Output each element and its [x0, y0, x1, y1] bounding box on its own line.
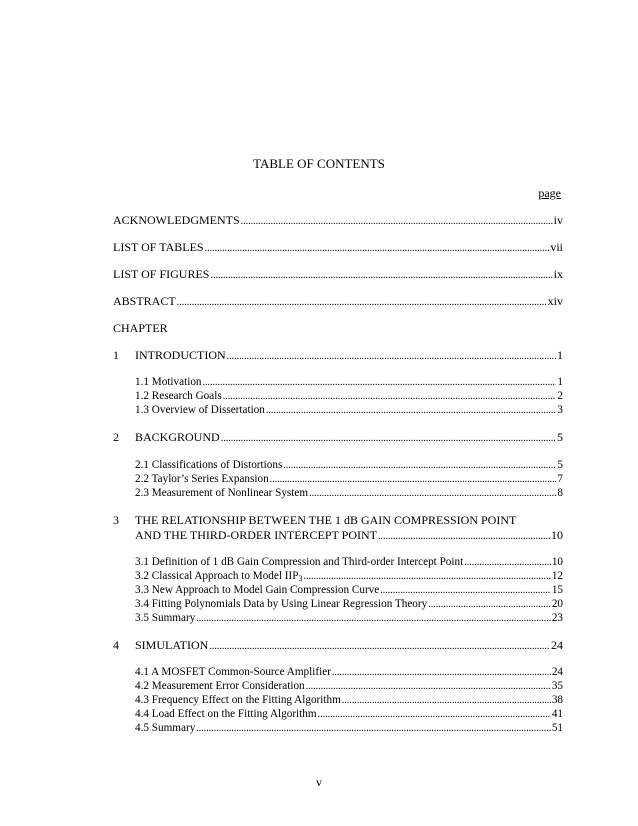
- toc-entry-page: xiv: [547, 294, 563, 308]
- section-label: 1.2 Research Goals: [135, 390, 222, 402]
- chapter-number: 4: [113, 638, 119, 652]
- toc-entry-page: vii: [550, 240, 563, 254]
- section-page: 38: [551, 694, 563, 706]
- toc-section-3-3[interactable]: [135, 583, 563, 598]
- section-page: 10: [551, 556, 563, 568]
- leader-dots: [464, 556, 551, 570]
- section-label: [135, 569, 302, 584]
- section-page: 23: [551, 612, 563, 624]
- section-label: 3.3 New Approach to Model Gain Compression Curve: [135, 584, 380, 596]
- toc-chapter-2[interactable]: [113, 430, 563, 446]
- leader-dots: [203, 376, 557, 390]
- toc-entry-abstract[interactable]: [113, 294, 563, 310]
- leader-dots: [227, 350, 556, 364]
- leader-dots: [303, 570, 550, 584]
- leader-dots: [306, 680, 551, 694]
- toc-section-1-3[interactable]: [135, 403, 563, 418]
- section-page: 5: [557, 459, 563, 471]
- section-label: 4.5 Summary: [135, 722, 196, 734]
- section-page: 8: [557, 487, 563, 499]
- toc-title: TABLE OF CONTENTS: [253, 156, 385, 171]
- leader-dots: [210, 269, 552, 283]
- section-page: 20: [551, 598, 563, 610]
- leader-dots: [223, 390, 557, 404]
- chapter-page: 10: [551, 528, 563, 542]
- toc-section-3-1[interactable]: [135, 555, 563, 570]
- leader-dots: [177, 296, 547, 310]
- toc-section-3-2[interactable]: [135, 569, 563, 584]
- leader-dots: [221, 432, 556, 446]
- leader-dots: [428, 598, 551, 612]
- toc-section-2-3[interactable]: [135, 486, 563, 501]
- section-label: 3.1 Definition of 1 dB Gain Compression and Third-order Intercept Point: [135, 556, 464, 568]
- chapter-title-line-2: AND THE THIRD-ORDER INTERCEPT POINT: [135, 528, 377, 542]
- toc-section-4-3[interactable]: [135, 693, 563, 708]
- chapter-page: 5: [557, 430, 563, 444]
- toc-entry-list-of-figures[interactable]: [113, 267, 563, 283]
- section-label: 3.5 Summary: [135, 612, 196, 624]
- toc-section-4-4[interactable]: [135, 707, 563, 722]
- leader-dots: [270, 473, 557, 487]
- section-page: 15: [551, 584, 563, 596]
- leader-dots: [196, 722, 551, 736]
- toc-section-4-5[interactable]: [135, 721, 563, 736]
- section-page: 24: [551, 666, 563, 678]
- section-page: 35: [551, 680, 563, 692]
- chapter-page: 1: [557, 348, 563, 362]
- section-page: 41: [551, 708, 563, 720]
- section-page: 1: [557, 376, 563, 388]
- section-label: 2.2 Taylor’s Series Expansion: [135, 473, 269, 485]
- section-label: 4.2 Measurement Error Consideration: [135, 680, 305, 692]
- toc-entry-label: LIST OF FIGURES: [113, 267, 210, 281]
- footer-page-number: v: [316, 775, 322, 789]
- section-page: 51: [551, 722, 563, 734]
- section-label: 1.1 Motivation: [135, 376, 202, 388]
- section-label: 2.3 Measurement of Nonlinear System: [135, 487, 309, 499]
- toc-section-4-2[interactable]: [135, 679, 563, 694]
- leader-dots: [342, 694, 551, 708]
- section-page: 12: [551, 570, 563, 582]
- toc-section-3-5[interactable]: [135, 611, 563, 626]
- toc-entry-label: ABSTRACT: [113, 294, 176, 308]
- section-label-main: 3.2 Classical Approach to Model IIP: [135, 570, 299, 582]
- leader-dots: [309, 487, 556, 501]
- leader-dots: [241, 215, 553, 229]
- page-column-heading: page: [538, 186, 561, 200]
- section-page: 2: [557, 390, 563, 402]
- leader-dots: [380, 584, 551, 598]
- leader-dots: [209, 640, 550, 654]
- toc-chapter-3[interactable]: [135, 528, 563, 544]
- chapter-number: 2: [113, 430, 119, 444]
- leader-dots: [318, 708, 551, 722]
- section-label: 4.4 Load Effect on the Fitting Algorithm: [135, 708, 317, 720]
- section-label-subscript: 3: [298, 574, 303, 583]
- toc-section-1-1[interactable]: [135, 375, 563, 390]
- leader-dots: [378, 530, 550, 544]
- toc-entry-label: ACKNOWLEDGMENTS: [113, 213, 240, 227]
- leader-dots: [266, 404, 557, 418]
- leader-dots: [196, 612, 551, 626]
- leader-dots: [332, 666, 551, 680]
- section-label: 3.4 Fitting Polynomials Data by Using Linear Regression Theory: [135, 598, 428, 610]
- chapter-title-line-1[interactable]: THE RELATIONSHIP BETWEEN THE 1 dB GAIN COMPRESSION POINT: [135, 513, 517, 527]
- toc-chapter-4[interactable]: [113, 638, 563, 654]
- chapter-heading: CHAPTER: [113, 321, 168, 335]
- chapter-number: 1: [113, 348, 119, 362]
- section-page: 7: [557, 473, 563, 485]
- chapter-page: 24: [551, 638, 563, 652]
- toc-section-3-4[interactable]: [135, 597, 563, 612]
- toc-entry-list-of-tables[interactable]: [113, 240, 563, 256]
- chapter-title: INTRODUCTION: [135, 348, 226, 362]
- chapter-number: 3: [113, 513, 119, 527]
- toc-section-4-1[interactable]: [135, 665, 563, 680]
- section-label: 1.3 Overview of Dissertation: [135, 404, 265, 416]
- chapter-title: BACKGROUND: [135, 430, 220, 444]
- section-label: 4.1 A MOSFET Common-Source Amplifier: [135, 666, 331, 678]
- toc-section-2-2[interactable]: [135, 472, 563, 487]
- section-page: 3: [557, 404, 563, 416]
- toc-entry-label: LIST OF TABLES: [113, 240, 204, 254]
- section-label: 4.3 Frequency Effect on the Fitting Algorithm: [135, 694, 341, 706]
- toc-chapter-1[interactable]: [113, 348, 563, 364]
- toc-section-2-1[interactable]: [135, 458, 563, 473]
- leader-dots: [283, 459, 556, 473]
- leader-dots: [205, 242, 550, 256]
- toc-entry-acknowledgments[interactable]: [113, 213, 563, 229]
- section-label: 2.1 Classifications of Distortions: [135, 459, 283, 471]
- toc-entry-page: iv: [553, 213, 563, 227]
- toc-entry-page: ix: [553, 267, 563, 281]
- chapter-title: SIMULATION: [135, 638, 209, 652]
- toc-section-1-2[interactable]: [135, 389, 563, 404]
